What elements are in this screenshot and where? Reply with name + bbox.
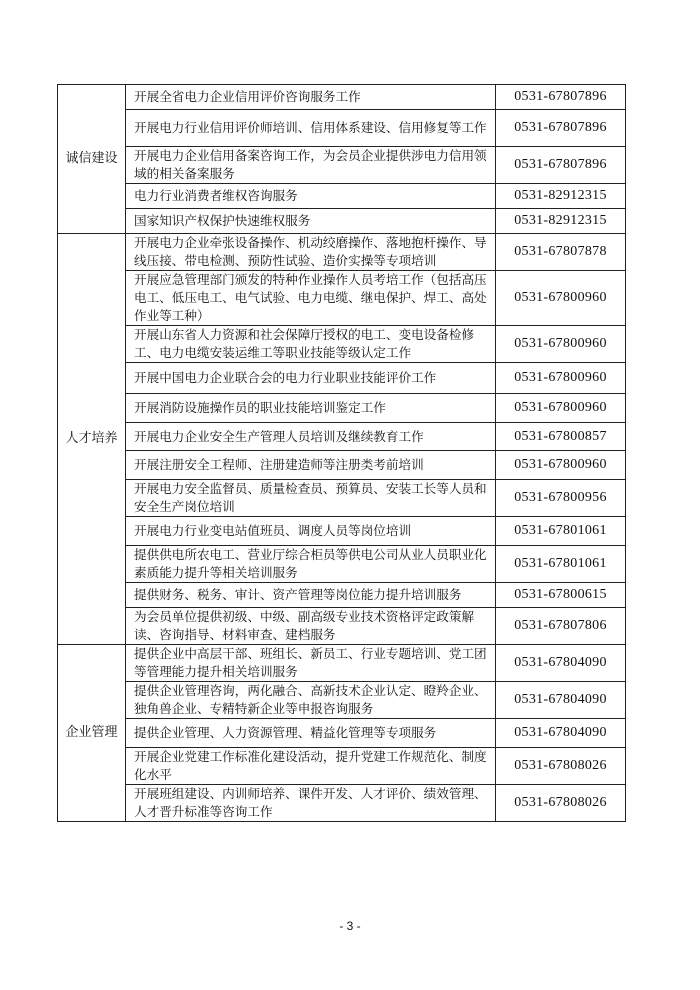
contact-phone: 0531-82912315 xyxy=(496,184,626,209)
contact-phone: 0531-67804090 xyxy=(496,719,626,748)
table-row xyxy=(58,394,626,423)
table-row xyxy=(58,234,626,271)
table-row xyxy=(58,583,626,608)
contact-phone: 0531-67807896 xyxy=(496,85,626,110)
contact-phone: 0531-67800615 xyxy=(496,583,626,608)
table-row xyxy=(58,451,626,480)
service-description: 提供企业中高层干部、班组长、新员工、行业专题培训、党工团等管理能力提升相关培训服务 xyxy=(126,645,496,682)
table-row xyxy=(58,785,626,822)
service-description: 开展电力行业信用评价师培训、信用体系建设、信用修复等工作 xyxy=(126,110,496,147)
contact-phone: 0531-67800956 xyxy=(496,480,626,517)
table-row xyxy=(58,517,626,546)
category-cell: 企业管理 xyxy=(58,645,126,822)
table-row xyxy=(58,480,626,517)
table-row xyxy=(58,110,626,147)
table-row xyxy=(58,147,626,184)
table-row xyxy=(58,209,626,234)
service-description: 提供财务、税务、审计、资产管理等岗位能力提升培训服务 xyxy=(126,583,496,608)
table-row xyxy=(58,546,626,583)
contact-phone: 0531-67801061 xyxy=(496,517,626,546)
service-description: 开展电力企业安全生产管理人员培训及继续教育工作 xyxy=(126,423,496,451)
table-row xyxy=(58,719,626,748)
service-description: 开展全省电力企业信用评价咨询服务工作 xyxy=(126,85,496,110)
table-row xyxy=(58,271,626,326)
contact-phone: 0531-67800960 xyxy=(496,363,626,394)
contact-phone: 0531-82912315 xyxy=(496,209,626,234)
service-description: 开展应急管理部门颁发的特种作业操作人员考培工作（包括高压电工、低压电工、电气试验、电力电缆、继电保护、焊工、高处作业等工种） xyxy=(126,271,496,326)
service-description: 开展消防设施操作员的职业技能培训鉴定工作 xyxy=(126,394,496,423)
service-description: 电力行业消费者维权咨询服务 xyxy=(126,184,496,209)
service-description: 国家知识产权保护快速维权服务 xyxy=(126,209,496,234)
contact-phone: 0531-67808026 xyxy=(496,785,626,822)
service-description: 开展电力安全监督员、质量检查员、预算员、安装工长等人员和安全生产岗位培训 xyxy=(126,480,496,517)
table-row xyxy=(58,85,626,110)
contact-phone: 0531-67800857 xyxy=(496,423,626,451)
table-row xyxy=(58,608,626,645)
service-description: 提供企业管理咨询，两化融合、高新技术企业认定、瞪羚企业、独角兽企业、专精特新企业等申报咨询服务 xyxy=(126,682,496,719)
contact-phone: 0531-67800960 xyxy=(496,451,626,480)
table-row xyxy=(58,645,626,682)
service-description: 开展班组建设、内训师培养、课件开发、人才评价、绩效管理、人才晋升标准等咨询工作 xyxy=(126,785,496,822)
table-row xyxy=(58,326,626,363)
contact-phone: 0531-67807806 xyxy=(496,608,626,645)
contact-phone: 0531-67807878 xyxy=(496,234,626,271)
service-description: 开展电力行业变电站值班员、调度人员等岗位培训 xyxy=(126,517,496,546)
service-description: 开展电力企业信用备案咨询工作，为会员企业提供涉电力信用领域的相关备案服务 xyxy=(126,147,496,184)
contact-phone: 0531-67800960 xyxy=(496,326,626,363)
service-description: 为会员单位提供初级、中级、副高级专业技术资格评定政策解读、咨询指导、材料审查、建档服务 xyxy=(126,608,496,645)
contact-phone: 0531-67800960 xyxy=(496,394,626,423)
contact-phone: 0531-67808026 xyxy=(496,748,626,785)
page-number: - 3 - xyxy=(339,919,361,933)
service-description: 开展注册安全工程师、注册建造师等注册类考前培训 xyxy=(126,451,496,480)
services-table xyxy=(57,84,626,822)
services-table-body xyxy=(58,85,626,822)
table-row xyxy=(58,748,626,785)
service-description: 开展企业党建工作标准化建设活动，提升党建工作规范化、制度化水平 xyxy=(126,748,496,785)
category-cell: 诚信建设 xyxy=(58,85,126,234)
contact-phone: 0531-67804090 xyxy=(496,682,626,719)
service-description: 开展山东省人力资源和社会保障厅授权的电工、变电设备检修工、电力电缆安装运维工等职业技能等级认定工作 xyxy=(126,326,496,363)
service-description: 开展中国电力企业联合会的电力行业职业技能评价工作 xyxy=(126,363,496,394)
contact-phone: 0531-67807896 xyxy=(496,147,626,184)
table-row xyxy=(58,184,626,209)
category-cell: 人才培养 xyxy=(58,234,126,645)
contact-phone: 0531-67800960 xyxy=(496,271,626,326)
service-description: 提供供电所农电工、营业厅综合柜员等供电公司从业人员职业化素质能力提升等相关培训服务 xyxy=(126,546,496,583)
contact-phone: 0531-67807896 xyxy=(496,110,626,147)
service-description: 开展电力企业牵张设备操作、机动绞磨操作、落地抱杆操作、导线压接、带电检测、预防性试验、造价实操等专项培训 xyxy=(126,234,496,271)
table-row xyxy=(58,363,626,394)
table-row xyxy=(58,423,626,451)
contact-phone: 0531-67804090 xyxy=(496,645,626,682)
table-row xyxy=(58,682,626,719)
service-description: 提供企业管理、人力资源管理、精益化管理等专项服务 xyxy=(126,719,496,748)
contact-phone: 0531-67801061 xyxy=(496,546,626,583)
